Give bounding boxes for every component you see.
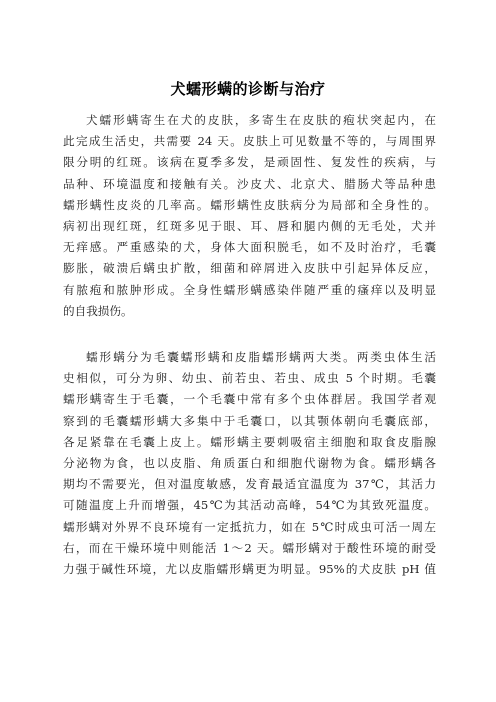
paragraph-line: 蠕形螨分为毛囊蠕形螨和皮脂蠕形螨两大类。两类虫体生活	[86, 350, 436, 364]
paragraph-line: 有脓疱和脓肿形成。全身性蠕形螨感染伴随严重的瘙痒以及明显	[63, 282, 436, 297]
paragraph-line: 无痒感。严重感染的犬，身体大面积脱毛，如不及时治疗，毛囊	[63, 240, 436, 255]
paragraph-line: 察到的毛囊蠕形螨大多集中于毛囊口，以其颚体朝向毛囊底部，	[63, 413, 436, 428]
document-title: 犬蠕形螨的诊断与治疗	[170, 80, 326, 98]
paragraph-line: 分泌物为食，也以皮脂、角质蛋白和细胞代谢物为食。蠕形螨各	[63, 455, 436, 470]
paragraph-line: 可随温度上升而增强，45℃为其活动高峰，54℃为其致死温度。	[63, 498, 436, 513]
paragraph-line: 蠕形螨对外界不良环境有一定抵抗力，如在 5℃时成虫可活一周左	[63, 519, 436, 534]
paragraph-line: 期均不需要光，但对温度敏感，发育最适宜温度为 37℃，其活力	[63, 477, 436, 492]
paragraph-2	[63, 347, 436, 580]
paragraph-line: 病初出现红斑，红斑多见于眼、耳、唇和腿内侧的无毛处，犬并	[63, 218, 436, 233]
paragraph-line: 膨胀，破溃后螨虫扩散，细菌和碎屑进入皮肤中引起异体反应，	[63, 261, 436, 276]
paragraph-1	[63, 110, 436, 322]
paragraph-line: 各足紧靠在毛囊上皮上。蠕形螨主要刺吸宿主细胞和取食皮脂腺	[63, 434, 436, 449]
paragraph-line: 力强于碱性环境，尤以皮脂蠕形螨更为明显。95%的犬皮肤 pH 值	[63, 561, 436, 576]
paragraph-line: 限分明的红斑。该病在夏季多发，是顽固性、复发性的疾病，与	[63, 155, 436, 170]
paragraph-line: 蠕形螨性皮炎的几率高。蠕形螨性皮肤病分为局部和全身性的。	[63, 197, 436, 212]
paragraph-line: 蠕形螨寄生于毛囊，一个毛囊中常有多个虫体群居。我国学者观	[63, 392, 436, 407]
paragraph-line: 品种、环境温度和接触有关。沙皮犬、北京犬、腊肠犬等品种患	[63, 176, 436, 191]
paragraph-line: 史相似，可分为卵、幼虫、前若虫、若虫、成虫 5 个时期。毛囊	[63, 371, 436, 386]
paragraph-line: 此完成生活史，共需要 24 天。皮肤上可见数量不等的，与周围界	[63, 134, 436, 149]
paragraph-line: 犬蠕形螨寄生在犬的皮肤，多寄生在皮肤的疱状突起内，在	[86, 113, 436, 127]
paragraph-line: 的自我损伤。	[63, 303, 133, 318]
paragraph-line: 右，而在干燥环境中则能活 1～2 天。蠕形螨对于酸性环境的耐受	[63, 540, 436, 555]
